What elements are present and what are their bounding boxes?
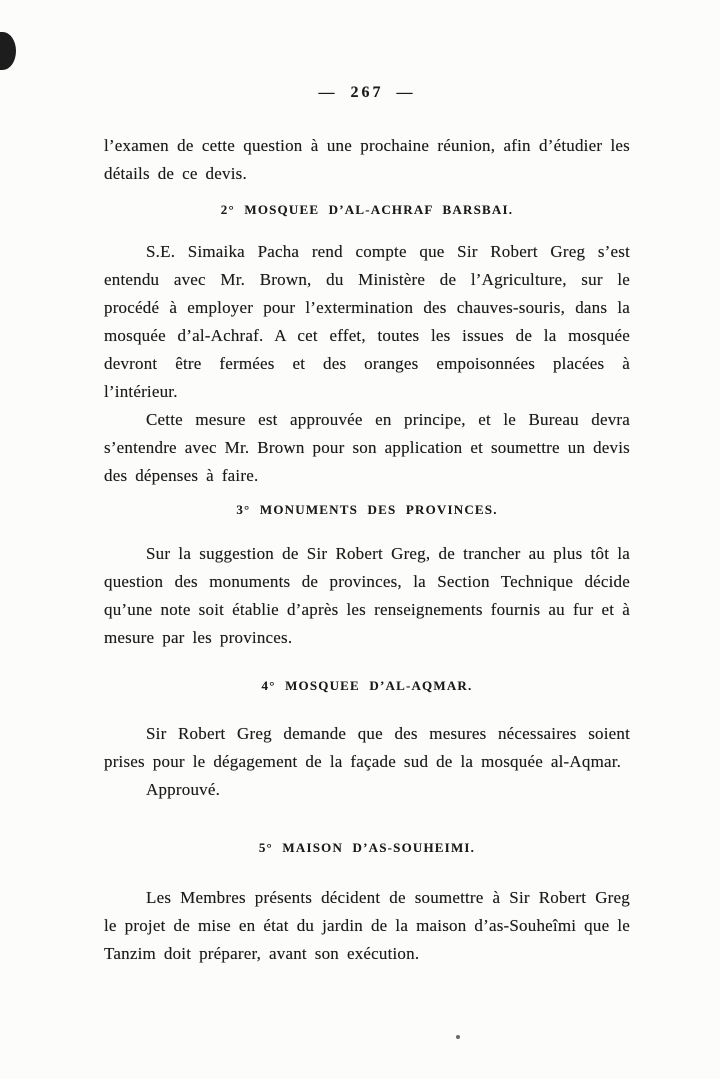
section-heading-monuments-des-provinces: 3° MONUMENTS DES PROVINCES.	[236, 502, 498, 517]
paragraph-simaika-pacha-report: S.E. Simaika Pacha rend compte que Sir Robert Greg s’est entendu avec Mr. Brown, du Ministère de l’Agriculture, sur le procédé à employer pour l’extermination des chauves-souris, dans la mosquée d’al-Achraf. A cet effet, toutes les issues de la mosquée devront être fermées et des oranges empoisonnées placées à l’intérieur.	[104, 242, 630, 401]
scan-artifact-dot	[456, 1035, 460, 1039]
section-heading-mosquee-al-aqmar: 4° MOSQUEE D’AL-AQMAR.	[261, 678, 473, 693]
paragraph-jardin-maison-souheimi: Les Membres présents décident de soumettre à Sir Robert Greg le projet de mise en état du jardin de la maison d’as-Souheîmi que le Tanzim doit préparer, avant son exécution.	[104, 888, 630, 963]
paragraph-degagement-facade: Sir Robert Greg demande que des mesures nécessaires soient prises pour le dégagement de la façade sud de la mosquée al-Aqmar.	[104, 724, 630, 771]
section-heading-mosquee-al-achraf-barsbai: 2° MOSQUEE D’AL-ACHRAF BARSBAI.	[220, 202, 514, 217]
scan-artifact-blob	[0, 32, 16, 70]
paragraph-monuments-provinces: Sur la suggestion de Sir Robert Greg, de trancher au plus tôt la question des monuments de provinces, la Section Technique décide qu’une note soit établie d’après les renseignements fournis au fur et à mesure par les provinces.	[104, 544, 630, 647]
paragraph-intro-continuation: l’examen de cette question à une prochaine réunion, afin d’étudier les détails de ce devis.	[104, 136, 630, 183]
section-heading-maison-as-souheimi: 5° MAISON D’AS-SOUHEIMI.	[258, 840, 476, 855]
paragraph-approuve: Approuvé.	[146, 780, 221, 799]
page-number: — 267 —	[318, 84, 416, 101]
paragraph-mesure-approuvee: Cette mesure est approuvée en principe, et le Bureau devra s’entendre avec Mr. Brown pour son application et soumettre un devis des dépenses à faire.	[104, 410, 630, 485]
